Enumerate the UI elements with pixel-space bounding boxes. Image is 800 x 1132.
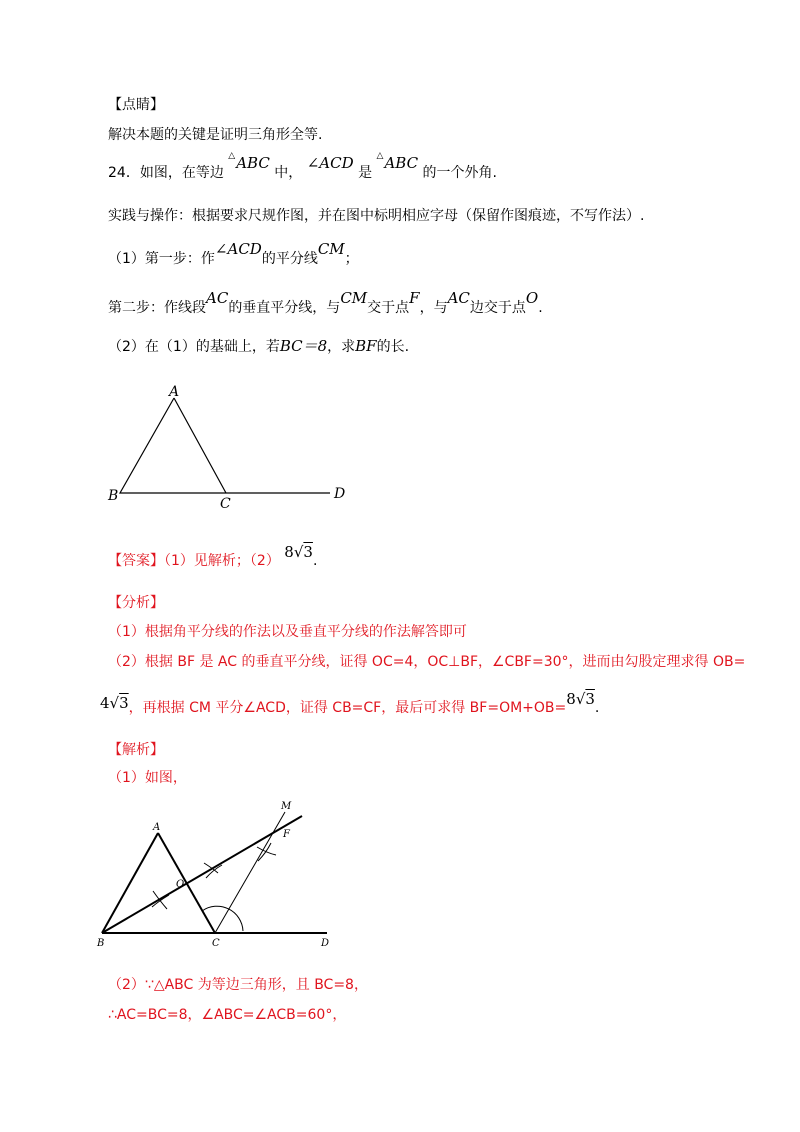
dianjing-header: 【点睛】 bbox=[108, 97, 164, 113]
label-d: D bbox=[321, 938, 330, 949]
label-f: F bbox=[283, 829, 290, 840]
practice-text: 实践与操作：根据要求尺规作图，并在图中标明相应字母（保留作图痕迹，不写作法）. bbox=[108, 208, 645, 224]
problem-number: 24 bbox=[108, 165, 126, 181]
answer-value: 8√3 bbox=[284, 543, 313, 561]
triangle-abc: △ABC bbox=[228, 151, 270, 172]
angle-acd: ∠ACD bbox=[306, 154, 354, 172]
label-b: B bbox=[97, 938, 105, 949]
analysis-line-1: （1）根据角平分线的作法以及垂直平分线的作法解答即可 bbox=[108, 624, 467, 640]
answer-header: 【答案】 bbox=[108, 553, 164, 569]
triangle-abc-shape bbox=[120, 398, 226, 493]
label-o: O bbox=[176, 879, 185, 890]
label-c: C bbox=[212, 938, 220, 949]
solution-header: 【解析】 bbox=[108, 742, 164, 758]
label-d: D bbox=[334, 486, 346, 502]
label-a: A bbox=[169, 384, 180, 400]
bf-value: 8√3 bbox=[566, 690, 595, 708]
label-c: C bbox=[220, 496, 231, 512]
step2-line: 第二步：作线段AC的垂直平分线，与CM交于点F，与AC边交于点O. bbox=[108, 289, 543, 316]
arc-mark-5 bbox=[153, 891, 167, 909]
dianjing-text: 解决本题的关键是证明三角形全等. bbox=[108, 127, 323, 143]
analysis-line-2: （2）根据 BF 是 AC 的垂直平分线，证得 OC=4，OC⊥BF，∠CBF=30°，进而由勾股定理求得 OB= bbox=[108, 654, 746, 670]
solution-line-2: （2）∵△ABC 为等边三角形，且 BC=8， bbox=[108, 977, 368, 993]
solution-line-3: ∴AC=BC=8，∠ABC=∠ACB=60°， bbox=[108, 1007, 347, 1023]
arc-angle-acd bbox=[202, 906, 243, 931]
analysis-line-3: 4√3，再根据 CM 平分∠ACD，证得 CB=CF，最后可求得 BF=OM+OB=8√3. bbox=[100, 690, 600, 716]
side-ac bbox=[174, 398, 226, 493]
question2-line: （2）在（1）的基础上，若BC＝8，求BF的长. bbox=[108, 337, 410, 355]
triangle-figure bbox=[100, 380, 360, 515]
bisector-cm bbox=[215, 812, 285, 933]
step1-line: （1）第一步：作∠ACD的平分线CM； bbox=[108, 240, 359, 267]
arc-mark-6 bbox=[152, 895, 169, 907]
triangle-icon: △ bbox=[376, 151, 384, 161]
problem-line: 24．如图，在等边 △ABC 中， ∠ACD 是 △ABC 的一个外角. bbox=[108, 151, 497, 181]
answer-line: 【答案】（1）见解析；（2） 8√3. bbox=[108, 543, 318, 569]
solution-line-1: （1）如图， bbox=[108, 770, 187, 786]
side-ab bbox=[102, 833, 158, 933]
ob-value: 4√3 bbox=[100, 694, 129, 712]
label-a: A bbox=[153, 822, 161, 833]
construction-figure bbox=[95, 795, 340, 955]
triangle-abc-2: △ABC bbox=[376, 151, 419, 172]
triangle-icon: △ bbox=[228, 151, 236, 161]
arc-mark-4 bbox=[258, 843, 271, 861]
analysis-header: 【分析】 bbox=[108, 595, 164, 611]
label-m: M bbox=[281, 801, 292, 812]
label-b: B bbox=[108, 488, 119, 504]
